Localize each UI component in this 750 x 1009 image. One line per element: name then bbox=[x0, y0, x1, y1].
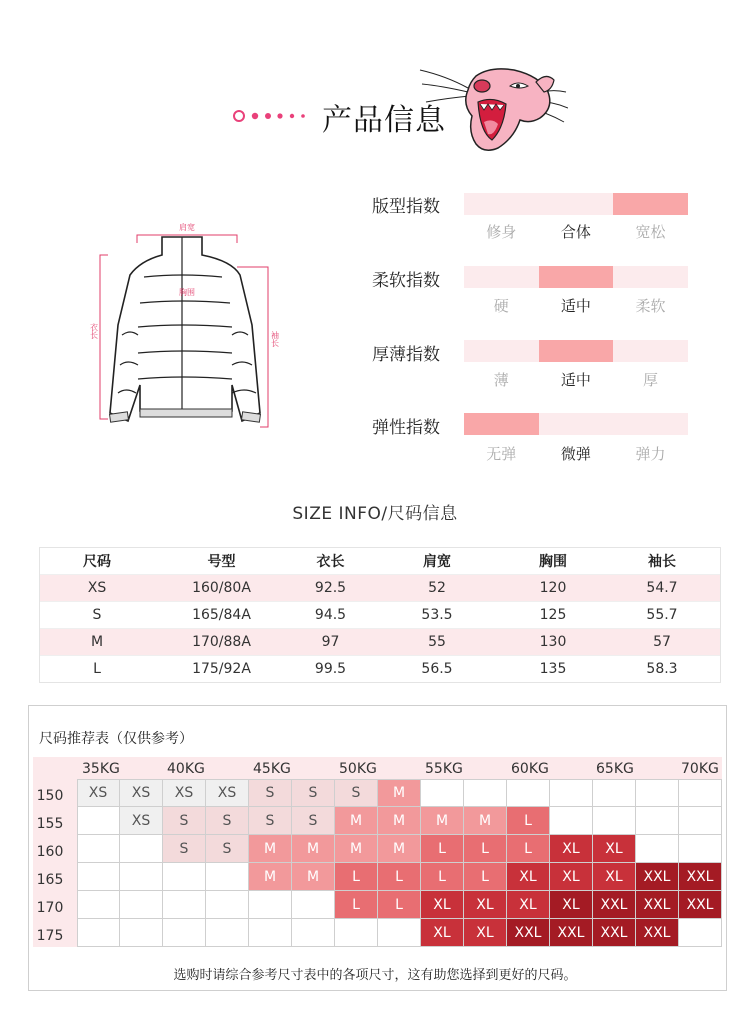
cell-shoulder: 53.5 bbox=[421, 607, 453, 623]
size-cell: S bbox=[163, 835, 206, 863]
size-cell bbox=[120, 835, 163, 863]
fit-option-loose: 宽松 bbox=[635, 223, 666, 241]
size-cell: L bbox=[507, 835, 550, 863]
cell-chest: 130 bbox=[539, 634, 567, 650]
table-row bbox=[40, 629, 720, 656]
page-title: 产品信息 bbox=[322, 103, 446, 138]
softness-option-medium: 适中 bbox=[560, 297, 591, 315]
height-header-band bbox=[33, 779, 77, 947]
cell-length: 94.5 bbox=[314, 607, 347, 623]
height-label: 155 bbox=[36, 816, 64, 832]
cell-shoulder: 52 bbox=[428, 580, 446, 596]
size-cell: M bbox=[378, 835, 421, 863]
fit-option-slim: 修身 bbox=[486, 223, 517, 241]
elasticity-index-bar bbox=[464, 413, 688, 435]
size-cell bbox=[593, 779, 636, 807]
jacket-diagram bbox=[82, 215, 282, 430]
cell-chest: 125 bbox=[539, 607, 567, 623]
table-row bbox=[40, 602, 720, 629]
size-cell: XXL bbox=[636, 891, 679, 919]
size-cell: S bbox=[206, 835, 249, 863]
size-cell: XL bbox=[593, 835, 636, 863]
size-cell bbox=[464, 779, 507, 807]
cell-sleeve: 58.3 bbox=[646, 661, 678, 677]
weight-label: 60KG bbox=[511, 761, 549, 777]
fit-index-bar bbox=[464, 193, 688, 215]
size-cell bbox=[636, 779, 679, 807]
size-cell: M bbox=[335, 807, 378, 835]
table-row bbox=[40, 656, 720, 682]
header-type: 号型 bbox=[207, 554, 236, 570]
index-label-thickness: 厚薄指数 bbox=[372, 345, 440, 365]
cell-size: L bbox=[93, 661, 101, 677]
cell-type: 170/88A bbox=[192, 634, 251, 650]
size-cell bbox=[378, 919, 421, 947]
size-cell bbox=[636, 835, 679, 863]
size-cell: XL bbox=[421, 919, 464, 947]
cell-shoulder: 56.5 bbox=[421, 661, 453, 677]
weight-label: 70KG bbox=[681, 761, 719, 777]
cell-size: XS bbox=[87, 580, 107, 596]
size-cell bbox=[120, 891, 163, 919]
size-cell: L bbox=[464, 835, 507, 863]
size-cell: S bbox=[292, 779, 335, 807]
size-info-title: SIZE INFO/尺码信息 bbox=[292, 504, 458, 524]
size-cell: XS bbox=[120, 779, 163, 807]
cell-sleeve: 57 bbox=[653, 634, 671, 650]
size-table-header bbox=[40, 548, 720, 575]
size-cell: M bbox=[249, 863, 292, 891]
size-cell bbox=[249, 891, 292, 919]
fit-index-options bbox=[464, 221, 688, 241]
size-cell: L bbox=[464, 863, 507, 891]
size-cell: XXL bbox=[550, 919, 593, 947]
size-cell: S bbox=[249, 779, 292, 807]
elasticity-index-options bbox=[464, 443, 688, 463]
recommendation-title: 尺码推荐表（仅供参考） bbox=[39, 731, 193, 747]
softness-option-hard: 硬 bbox=[493, 297, 509, 315]
size-cell: M bbox=[335, 835, 378, 863]
thickness-option-thick: 厚 bbox=[642, 371, 658, 389]
size-cell: L bbox=[421, 835, 464, 863]
size-cell bbox=[507, 779, 550, 807]
header-size: 尺码 bbox=[83, 554, 111, 570]
index-label-softness: 柔软指数 bbox=[372, 271, 440, 291]
chest-label: 胸围 bbox=[179, 288, 195, 297]
thickness-option-medium: 适中 bbox=[560, 371, 591, 389]
size-recommendation-grid bbox=[77, 779, 722, 947]
header-length: 衣长 bbox=[316, 554, 345, 570]
table-row bbox=[40, 575, 720, 602]
size-cell bbox=[77, 919, 120, 947]
size-cell: S bbox=[249, 807, 292, 835]
size-cell bbox=[77, 863, 120, 891]
size-cell: XXL bbox=[679, 891, 722, 919]
size-cell: L bbox=[421, 863, 464, 891]
softness-index-options bbox=[464, 295, 688, 315]
size-cell bbox=[249, 919, 292, 947]
size-cell: XL bbox=[421, 891, 464, 919]
size-cell bbox=[206, 891, 249, 919]
cell-chest: 120 bbox=[539, 580, 567, 596]
size-cell bbox=[550, 779, 593, 807]
size-cell: L bbox=[335, 891, 378, 919]
softness-option-soft: 柔软 bbox=[635, 297, 666, 315]
height-label: 165 bbox=[36, 872, 64, 888]
size-cell: M bbox=[464, 807, 507, 835]
weight-label: 40KG bbox=[167, 761, 205, 777]
cell-chest: 135 bbox=[539, 661, 567, 677]
size-cell bbox=[679, 835, 722, 863]
size-cell: XXL bbox=[679, 863, 722, 891]
thickness-index-bar bbox=[464, 340, 688, 362]
weight-label: 35KG bbox=[82, 761, 120, 777]
size-cell bbox=[163, 919, 206, 947]
fit-index-marker bbox=[613, 193, 688, 215]
size-cell bbox=[77, 891, 120, 919]
size-cell bbox=[335, 919, 378, 947]
size-cell bbox=[292, 919, 335, 947]
size-cell: XL bbox=[593, 863, 636, 891]
size-cell bbox=[120, 863, 163, 891]
size-cell bbox=[636, 807, 679, 835]
cell-length: 99.5 bbox=[314, 661, 347, 677]
fit-option-regular: 合体 bbox=[560, 223, 591, 241]
cell-length: 97 bbox=[321, 634, 340, 650]
cell-type: 160/80A bbox=[192, 580, 251, 596]
size-cell: S bbox=[335, 779, 378, 807]
weight-label: 65KG bbox=[596, 761, 634, 777]
size-cell: XXL bbox=[636, 919, 679, 947]
size-cell: S bbox=[292, 807, 335, 835]
size-cell: S bbox=[163, 807, 206, 835]
thickness-option-thin: 薄 bbox=[493, 371, 509, 389]
size-cell: M bbox=[249, 835, 292, 863]
size-cell: XS bbox=[77, 779, 120, 807]
height-label: 175 bbox=[36, 928, 64, 944]
size-table bbox=[39, 547, 721, 683]
size-cell bbox=[292, 891, 335, 919]
size-cell: L bbox=[378, 891, 421, 919]
height-label: 160 bbox=[36, 844, 64, 860]
cell-length: 92.5 bbox=[314, 580, 347, 596]
size-cell: XL bbox=[507, 863, 550, 891]
size-cell: XL bbox=[507, 891, 550, 919]
header-chest: 胸围 bbox=[539, 554, 567, 570]
size-cell: XL bbox=[464, 919, 507, 947]
softness-index-bar bbox=[464, 266, 688, 288]
size-cell bbox=[679, 919, 722, 947]
size-cell: L bbox=[378, 863, 421, 891]
cell-sleeve: 55.7 bbox=[646, 607, 678, 623]
recommendation-note: 选购时请综合参考尺寸表中的各项尺寸，这有助您选择到更好的尺码。 bbox=[173, 968, 577, 983]
weight-label: 45KG bbox=[253, 761, 291, 777]
weight-label: 50KG bbox=[339, 761, 377, 777]
pink-panther-mascot-icon bbox=[418, 58, 568, 156]
size-cell bbox=[679, 807, 722, 835]
size-cell: L bbox=[335, 863, 378, 891]
index-label-fit: 版型指数 bbox=[372, 197, 440, 217]
size-cell: XL bbox=[550, 891, 593, 919]
size-cell: XS bbox=[206, 779, 249, 807]
size-cell bbox=[77, 835, 120, 863]
length-label: 衣长 bbox=[89, 323, 99, 339]
thickness-index-marker bbox=[539, 340, 614, 362]
size-cell bbox=[163, 891, 206, 919]
size-cell: XL bbox=[550, 835, 593, 863]
size-cell: XS bbox=[120, 807, 163, 835]
elasticity-option-slight: 微弹 bbox=[560, 445, 591, 463]
height-label: 170 bbox=[36, 900, 64, 916]
header-sleeve: 袖长 bbox=[648, 554, 676, 570]
size-cell: XXL bbox=[507, 919, 550, 947]
size-cell bbox=[679, 779, 722, 807]
decorative-dots-icon bbox=[232, 108, 312, 124]
weight-label: 55KG bbox=[425, 761, 463, 777]
elasticity-option-stretch: 弹力 bbox=[635, 445, 666, 463]
size-cell bbox=[550, 807, 593, 835]
size-cell bbox=[593, 807, 636, 835]
cell-type: 165/84A bbox=[192, 607, 251, 623]
elasticity-option-none: 无弹 bbox=[486, 445, 517, 463]
size-cell: M bbox=[292, 863, 335, 891]
height-label: 150 bbox=[36, 788, 64, 804]
size-cell: M bbox=[378, 807, 421, 835]
size-cell: XXL bbox=[636, 863, 679, 891]
cell-type: 175/92A bbox=[192, 661, 251, 677]
size-cell bbox=[206, 919, 249, 947]
softness-index-marker bbox=[539, 266, 614, 288]
size-cell: S bbox=[206, 807, 249, 835]
size-cell: M bbox=[292, 835, 335, 863]
size-cell: XXL bbox=[593, 919, 636, 947]
size-cell bbox=[206, 863, 249, 891]
sleeve-label: 袖长 bbox=[270, 331, 280, 347]
size-cell: XL bbox=[550, 863, 593, 891]
size-cell: XXL bbox=[593, 891, 636, 919]
size-cell: M bbox=[378, 779, 421, 807]
cell-size: M bbox=[90, 634, 104, 650]
size-cell: M bbox=[421, 807, 464, 835]
size-cell: XL bbox=[464, 891, 507, 919]
elasticity-index-marker bbox=[464, 413, 539, 435]
cell-sleeve: 54.7 bbox=[646, 580, 678, 596]
cell-shoulder: 55 bbox=[428, 634, 446, 650]
size-cell bbox=[120, 919, 163, 947]
size-cell: L bbox=[507, 807, 550, 835]
size-cell bbox=[163, 863, 206, 891]
size-cell bbox=[77, 807, 120, 835]
header-shoulder: 肩宽 bbox=[423, 554, 451, 570]
size-cell bbox=[421, 779, 464, 807]
thickness-index-options bbox=[464, 369, 688, 389]
cell-size: S bbox=[92, 607, 102, 623]
index-label-elasticity: 弹性指数 bbox=[372, 418, 440, 438]
size-cell: XS bbox=[163, 779, 206, 807]
shoulder-label: 肩宽 bbox=[179, 223, 195, 232]
